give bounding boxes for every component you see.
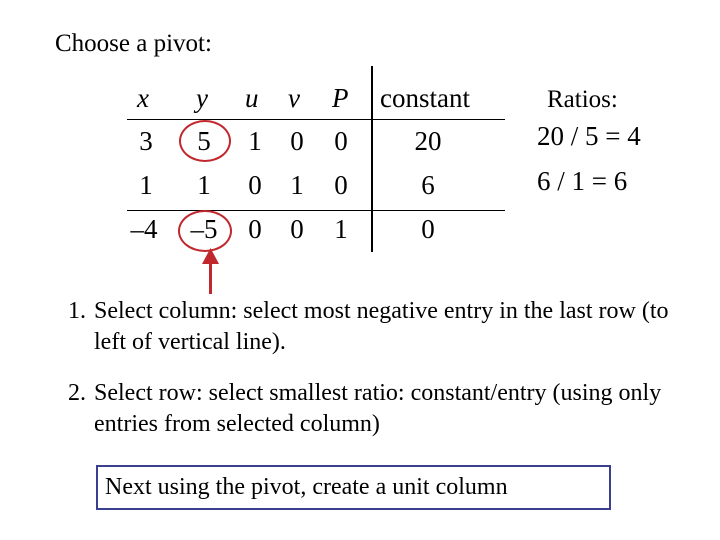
cell-r1-x: 3 [139, 126, 153, 156]
last-row-divider [127, 210, 505, 211]
arrow-shaft [209, 262, 212, 294]
ratio-row-2: 6 / 1 = 6 [537, 166, 628, 196]
cell-r2-x: 1 [139, 170, 153, 200]
header-u: u [245, 83, 259, 113]
cell-r3-v: 0 [290, 214, 304, 244]
header-constant: constant [380, 83, 470, 113]
step-1-number: 1. [68, 298, 86, 324]
cell-r1-u: 1 [248, 126, 262, 156]
cell-r2-u: 0 [248, 170, 262, 200]
cell-r1-v: 0 [290, 126, 304, 156]
header-divider [127, 119, 505, 120]
arrow-up-icon [202, 248, 219, 264]
cell-r3-x: –4 [130, 214, 158, 244]
cell-r1-p: 0 [334, 126, 348, 156]
cell-r2-p: 0 [334, 170, 348, 200]
pivot-circle [179, 120, 231, 162]
header-y: y [196, 83, 208, 113]
header-p: P [332, 83, 349, 113]
cell-r1-constant: 20 [414, 126, 442, 156]
ratio-row-1: 20 / 5 = 4 [537, 121, 641, 151]
header-x: x [137, 83, 149, 113]
cell-r1-y: 5 [197, 126, 211, 156]
step-2 [68, 378, 674, 440]
cell-r3-constant: 0 [421, 214, 435, 244]
cell-r2-constant: 6 [421, 170, 435, 200]
step-2-text: Select row: select smallest ratio: constant/entry (using only entries from selected column) [94, 380, 662, 437]
header-v: v [288, 83, 300, 113]
cell-r3-u: 0 [248, 214, 262, 244]
cell-r2-v: 1 [290, 170, 304, 200]
step-1-text: Select column: select most negative entry in the last row (to left of vertical line). [94, 298, 669, 355]
step-2-number: 2. [68, 380, 86, 406]
most-negative-circle [178, 210, 232, 252]
constant-divider [371, 66, 373, 252]
slide-heading: Choose a pivot: [55, 30, 212, 57]
next-step-box: Next using the pivot, create a unit column [96, 465, 611, 510]
cell-r3-y: –5 [190, 214, 218, 244]
ratios-label: Ratios: [547, 86, 618, 113]
step-1 [68, 296, 674, 358]
cell-r2-y: 1 [197, 170, 211, 200]
cell-r3-p: 1 [334, 214, 348, 244]
